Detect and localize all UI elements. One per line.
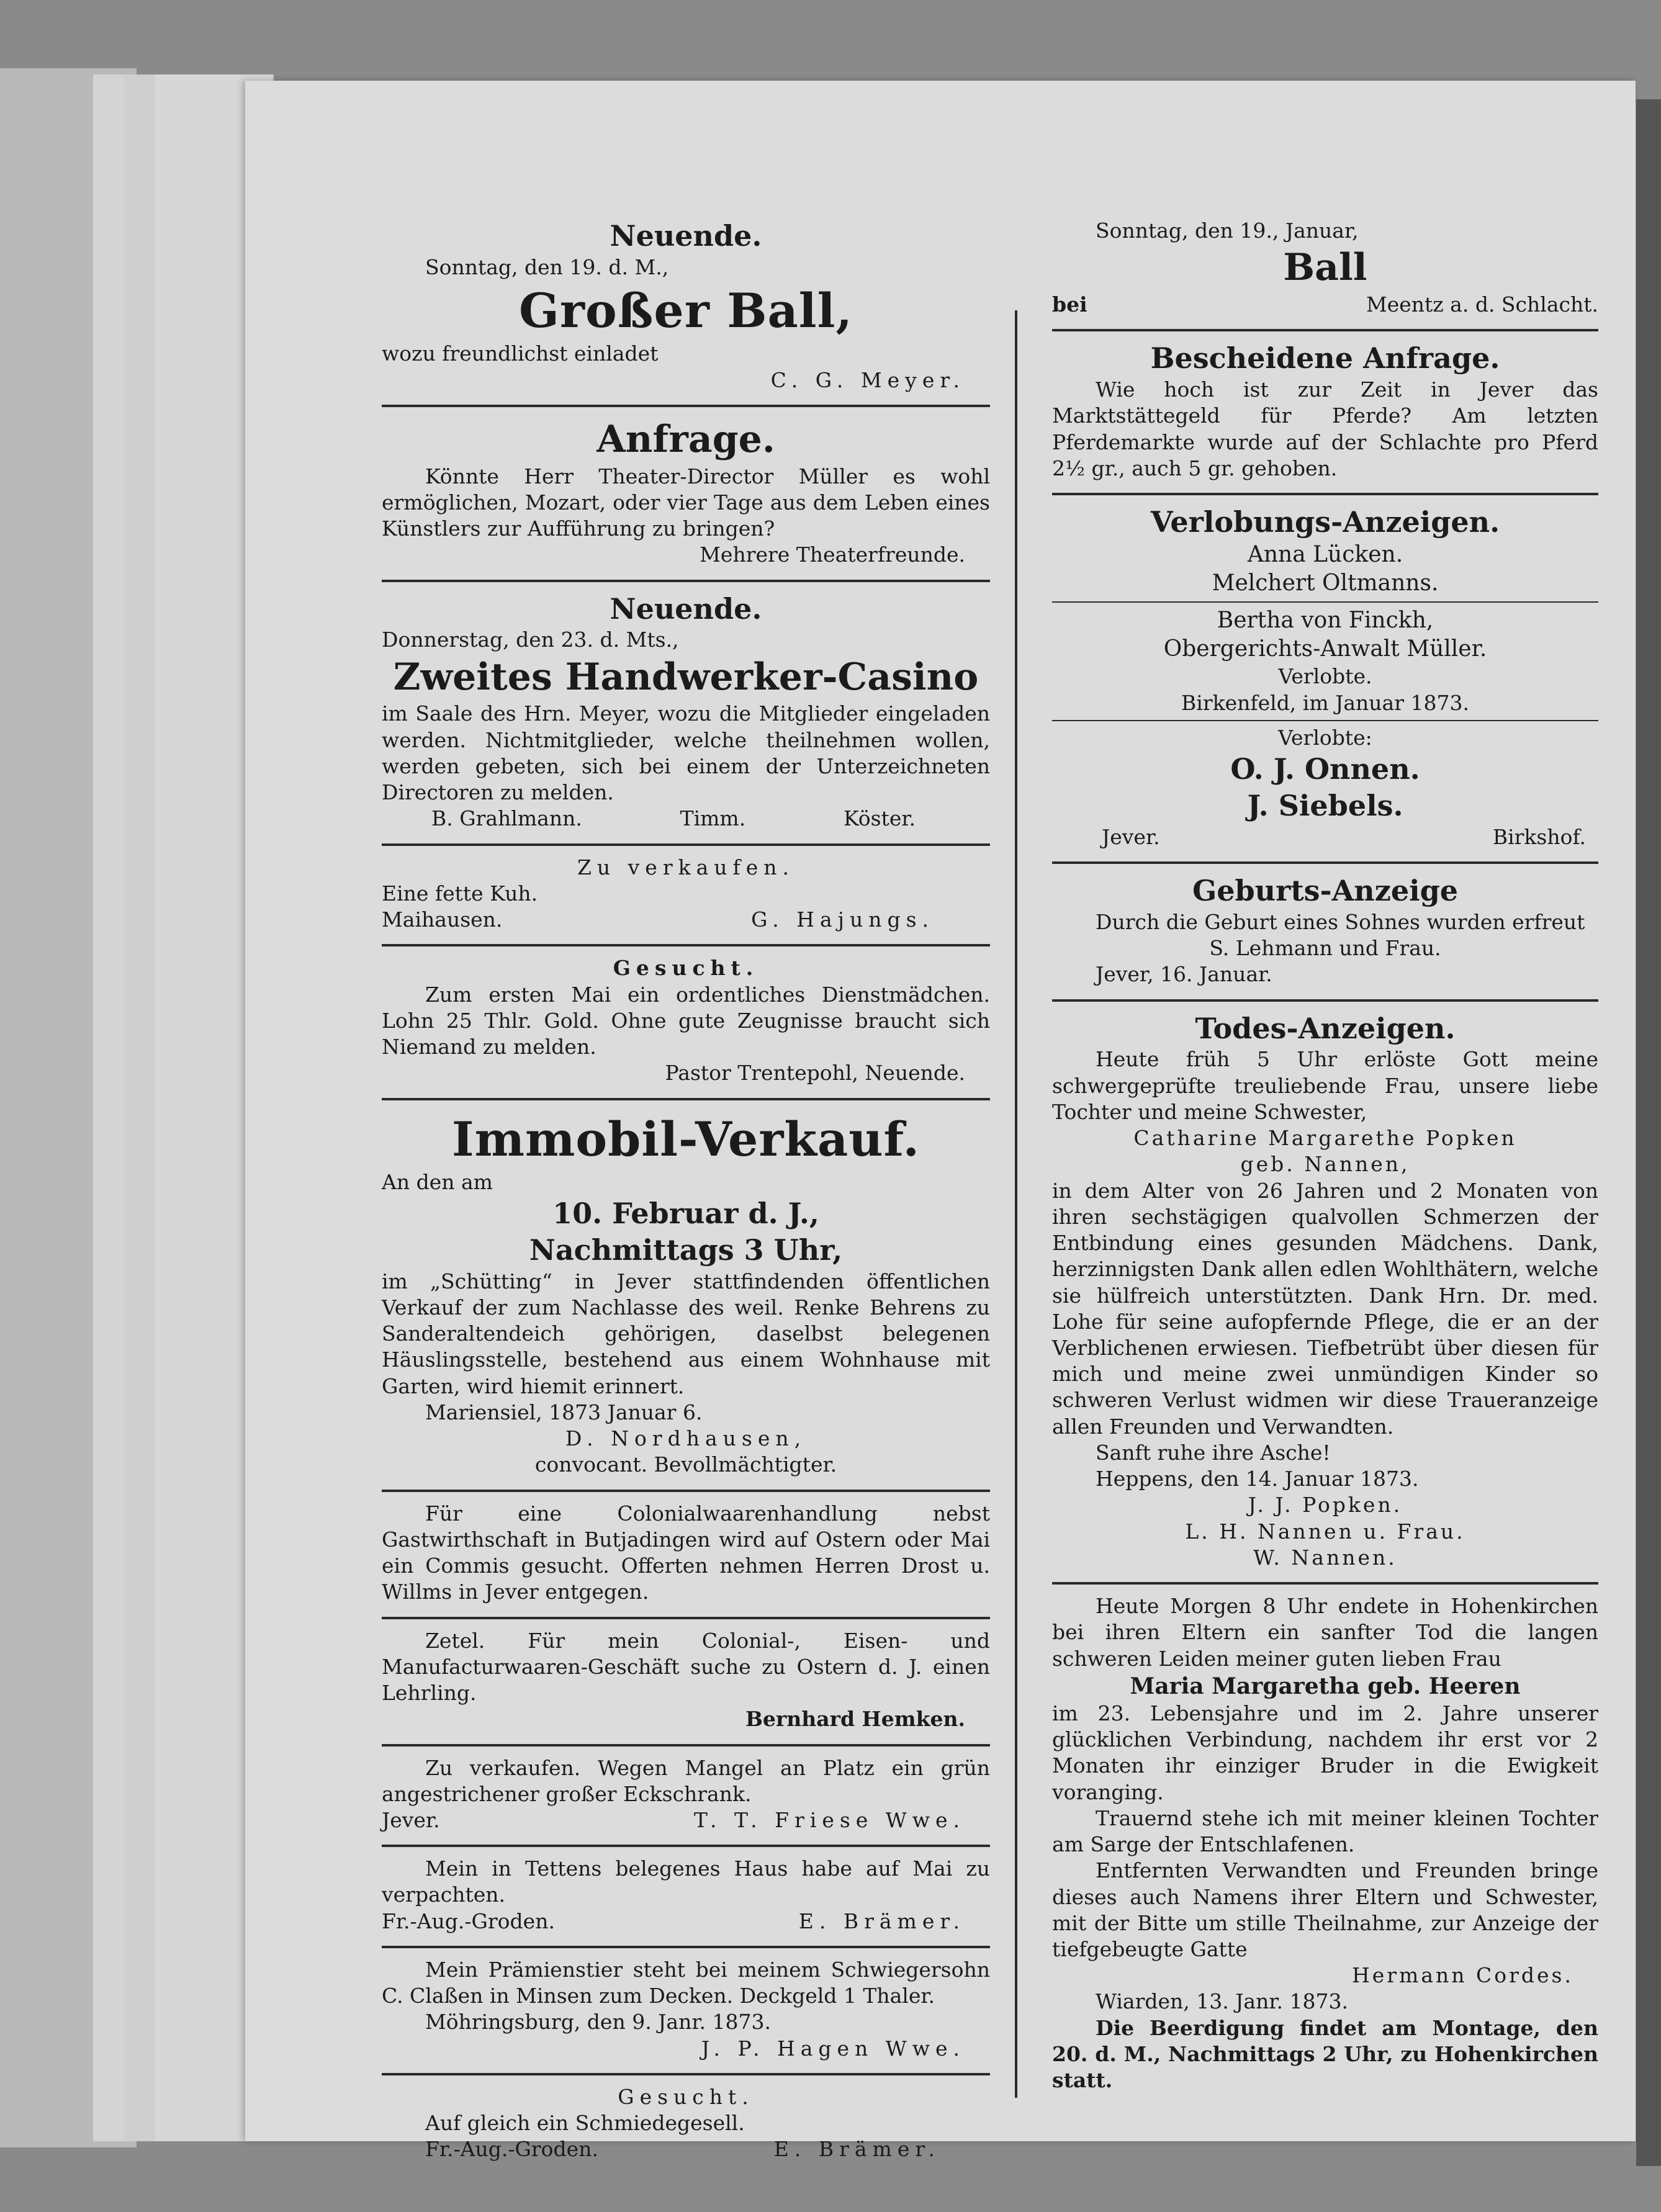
ad-commis-gesucht xyxy=(382,1497,990,1612)
right-column xyxy=(1052,214,1598,2100)
ad-gesucht-dienstmaedchen xyxy=(382,951,990,1092)
divider xyxy=(382,843,990,846)
ad-place: Neuende. xyxy=(610,219,762,253)
ad-text: im Saale des Hrn. Meyer, wozu die Mitglieder eingeladen werden. Nichtmitglieder, welche theilnehmen wollen, werden gebeten, sich bei einem der Unterzeichneten Directoren zu melden. xyxy=(382,701,990,805)
ad-prefix: bei xyxy=(1052,292,1087,317)
ad-place: Jever. xyxy=(382,1808,440,1832)
ad-title: Verlobungs-Anzeigen. xyxy=(1150,505,1500,539)
divider xyxy=(1052,601,1598,603)
ad-date: 10. Februar d. J., xyxy=(552,1197,819,1231)
ad-bescheidene-anfrage xyxy=(1052,336,1598,488)
book-edge-right xyxy=(1636,99,1661,2166)
ad-date: Sonntag, den 19. d. M., xyxy=(425,254,669,279)
ad-text: Wie hoch ist zur Zeit in Jever das Marktstättegeld für Pferde? Am letzten Pferdemarkte wurde auf der Schlachte pro Pferd 2½ gr., auch 5 gr. gehoben. xyxy=(1052,377,1598,480)
divider xyxy=(1052,329,1598,331)
divider xyxy=(382,580,990,582)
ad-signer: Hermann Cordes. xyxy=(1351,1963,1573,1988)
ad-signers xyxy=(382,806,990,832)
ad-date: Sonntag, den 19., Januar, xyxy=(1096,218,1359,243)
ad-signer: E. Brämer. xyxy=(798,1909,965,1933)
ad-text: im „Schütting“ in Jever stattfindenden öffentlichen Verkauf der zum Nachlasse des weil. Renke Behrens zu Sanderaltendeich gehörigen, daselbst belegenen Häuslingsstelle, bestehend aus einem Wohnhause mit Garten, wird hiemit erinnert. xyxy=(382,1269,990,1398)
ad-schmiedegesell xyxy=(382,2080,990,2169)
ad-signer: B. Grahlmann. xyxy=(431,806,582,831)
ad-immobil-verkauf xyxy=(382,1105,990,1485)
ad-footer xyxy=(1052,824,1598,850)
ad-signer: L. H. Nannen u. Frau. xyxy=(1185,1519,1465,1544)
ad-signer: W. Nannen. xyxy=(1253,1545,1397,1570)
ad-name: Bertha von Finckh, xyxy=(1217,608,1434,634)
ad-anfrage xyxy=(382,412,990,575)
ad-title: Geburts-Anzeige xyxy=(1192,873,1459,907)
divider xyxy=(1052,493,1598,495)
ad-title: Gesucht. xyxy=(613,956,759,981)
ad-text: Für eine Colonialwaarenhandlung nebst Gastwirthschaft in Butjadingen wird auf Ostern oder Mai ein Commis gesucht. Offerten nehmen Herren Drost u. Willms in Jever entgegen. xyxy=(382,1501,990,1604)
ad-lehrling xyxy=(382,1624,990,1739)
ad-todes-anzeige-popken xyxy=(1052,1007,1598,1578)
column-divider xyxy=(1015,310,1017,2098)
ad-dateline: Wiarden, 13. Janr. 1873. xyxy=(1096,1989,1348,2014)
ad-text: Zum ersten Mai ein ordentliches Dienstmädchen. Lohn 25 Thlr. Gold. Ohne gute Zeugnisse braucht sich Niemand zu melden. xyxy=(382,982,990,1059)
ad-label: Verlobte: xyxy=(1278,725,1372,750)
divider xyxy=(1052,720,1598,721)
divider xyxy=(382,1098,990,1100)
ad-text: im 23. Lebensjahre und im 2. Jahre unserer glücklichen Verbindung, nachdem ihr erst vor 2 Monaten ihr einziger Bruder in die Ewigkeit voranging. xyxy=(1052,1701,1598,1804)
ad-signer: Mehrere Theaterfreunde. xyxy=(700,542,965,567)
ad-title: Zu verkaufen. xyxy=(577,855,795,879)
ad-text: Heute Morgen 8 Uhr endete in Hohenkirchen bei ihren Eltern ein sanfter Tod die langen schweren Leiden meiner guten lieben Frau xyxy=(1052,1594,1598,1671)
ad-footer xyxy=(382,2136,990,2162)
ad-eckschrank xyxy=(382,1751,990,1840)
ad-signer: Köster. xyxy=(843,806,916,831)
ad-ball-meentz xyxy=(1052,214,1598,324)
divider xyxy=(382,1946,990,1948)
divider xyxy=(382,1490,990,1492)
ad-dateline: Mariensiel, 1873 Januar 6. xyxy=(425,1400,703,1424)
ad-place: Fr.-Aug.-Groden. xyxy=(382,1909,555,1933)
ad-place: Maihausen. xyxy=(382,907,503,932)
ad-verlobungs-anzeigen xyxy=(1052,500,1598,856)
ad-text: Trauernd stehe ich mit meiner kleinen Tochter am Sarge der Entschlafenen. xyxy=(1052,1805,1598,1857)
ad-signer: G. Hajungs. xyxy=(751,907,934,932)
ad-place: Neuende. xyxy=(610,591,762,626)
ad-signer-role: convocant. Bevollmächtigter. xyxy=(534,1452,837,1477)
divider xyxy=(382,1617,990,1619)
newspaper-page xyxy=(245,81,1636,2162)
ad-signer: E. Brämer. xyxy=(773,2137,940,2162)
ad-title: Zweites Handwerker-Casino xyxy=(393,655,979,699)
ad-dateline: Jever, 16. Januar. xyxy=(1096,962,1272,987)
ad-title: Gesucht. xyxy=(618,2084,754,2109)
ad-name: Melchert Oltmanns. xyxy=(1212,570,1439,596)
ad-footer xyxy=(382,907,990,933)
ad-praemienstier xyxy=(382,1953,990,2068)
ad-title: Großer Ball, xyxy=(519,283,853,339)
ad-text: Sanft ruhe ihre Asche! xyxy=(1096,1440,1331,1465)
ad-name: J. Siebels. xyxy=(1247,788,1403,822)
ad-signer: D. Nordhausen, xyxy=(565,1426,807,1451)
ad-geburts-anzeige xyxy=(1052,869,1598,994)
ad-title: Todes-Anzeigen. xyxy=(1195,1011,1456,1045)
ad-born: geb. Nannen, xyxy=(1240,1152,1410,1177)
ad-place: Jever. xyxy=(1102,824,1160,849)
ad-place: Fr.-Aug.-Groden. xyxy=(425,2137,598,2162)
ad-time: Nachmittags 3 Uhr, xyxy=(529,1233,843,1267)
ad-text: wozu freundlichst einladet xyxy=(382,341,659,366)
ad-text: Zu verkaufen. Wegen Mangel an Platz ein grün angestrichener großer Eckschrank. xyxy=(382,1755,990,1806)
ad-signer: Meentz a. d. Schlacht. xyxy=(1366,292,1598,317)
ad-dateline: Möhringsburg, den 9. Janr. 1873. xyxy=(425,2010,771,2034)
ad-dateline: Heppens, den 14. Januar 1873. xyxy=(1096,1467,1419,1491)
divider xyxy=(1052,999,1598,1002)
divider xyxy=(382,1845,990,1847)
ad-date: Donnerstag, den 23. d. Mts., xyxy=(382,627,679,652)
ad-title: Anfrage. xyxy=(596,417,775,461)
ad-signer: Pastor Trentepohl, Neuende. xyxy=(665,1061,965,1086)
ad-title: Bescheidene Anfrage. xyxy=(1150,341,1500,375)
ad-title: Immobil-Verkauf. xyxy=(452,1111,920,1167)
ad-text: Durch die Geburt eines Sohnes wurden erfreut xyxy=(1096,909,1585,934)
divider xyxy=(1052,1582,1598,1585)
ad-name: Maria Margaretha geb. Heeren xyxy=(1130,1673,1521,1699)
ad-signer: T. T. Friese Wwe. xyxy=(693,1808,965,1832)
ad-name: Obergerichts-Anwalt Müller. xyxy=(1163,636,1487,662)
ad-zu-verkaufen-kuh xyxy=(382,851,990,940)
ad-text: Zetel. Für mein Colonial-, Eisen- und Manufacturwaaren-Geschäft suche zu Ostern d. J. einen Lehrling. xyxy=(382,1628,990,1706)
ad-name: Catharine Margarethe Popken xyxy=(1133,1126,1517,1151)
ad-signer: S. Lehmann und Frau. xyxy=(1209,936,1441,961)
ad-text: Mein Prämienstier steht bei meinem Schwiegersohn C. Claßen in Minsen zum Decken. Deckgeld 1 Thaler. xyxy=(382,1957,990,2008)
ad-haus-verpachten xyxy=(382,1852,990,1941)
ad-text: Auf gleich ein Schmiedegesell. xyxy=(425,2111,745,2136)
ad-text: Könnte Herr Theater-Director Müller es wohl ermöglichen, Mozart, oder vier Tage aus dem Leben eines Künstlers zur Aufführung zu bringen? xyxy=(382,464,990,541)
ad-todes-anzeige-cordes xyxy=(1052,1589,1598,2100)
ad-name: O. J. Onnen. xyxy=(1230,752,1420,786)
ad-text: in dem Alter von 26 Jahren und 2 Monaten von ihren sechstägigen qualvollen Schmerzen der Entbindung eines gesunden Mädchens. Dank, herzinnigsten Dank allen edlen Wohlthätern, welche sie hülfreich unterstützten. Dank Hrn. Dr. med. Lohe für seine aufopfernde Pflege, die er an der Verblichenen erwiesen. Tiefbetrübt über diesen für mich und meine zwei unmündigen Kinder so schweren Verlust widmen wir diese Traueranzeige allen Freunden und Verwandten. xyxy=(1052,1178,1598,1439)
divider xyxy=(382,405,990,407)
ad-text: Eine fette Kuh. xyxy=(382,881,538,906)
ad-signer: J. P. Hagen Wwe. xyxy=(701,2036,965,2061)
ad-text: Heute früh 5 Uhr erlöste Gott meine schwergeprüfte treuliebende Frau, unsere liebe Tochter und meine Schwester, xyxy=(1052,1047,1598,1124)
divider xyxy=(1052,861,1598,864)
ad-footer xyxy=(382,1909,990,1935)
ad-text: Mein in Tettens belegenes Haus habe auf Mai zu verpachten. xyxy=(382,1856,990,1907)
ad-signer: Bernhard Hemken. xyxy=(745,1707,965,1732)
left-column xyxy=(382,214,990,2169)
ad-footer xyxy=(382,1807,990,1833)
ad-grosser-ball xyxy=(382,214,990,400)
ad-signer: C. G. Meyer. xyxy=(770,367,965,392)
ad-text: Die Beerdigung findet am Montage, den 20. d. M., Nachmittags 2 Uhr, zu Hohenkirchen statt. xyxy=(1052,2015,1598,2093)
ad-footer xyxy=(1052,292,1598,318)
divider xyxy=(382,2073,990,2075)
ad-text: An den am xyxy=(382,1169,493,1194)
ad-signer: Timm. xyxy=(680,806,746,831)
ad-dateline: Birkenfeld, im Januar 1873. xyxy=(1181,690,1469,715)
divider xyxy=(382,944,990,946)
ad-place: Birkshof. xyxy=(1492,824,1586,849)
ad-name: Anna Lücken. xyxy=(1247,541,1403,567)
ad-text: Entfernten Verwandten und Freunden bringe dieses auch Namens ihrer Eltern und Schwester, mit der Bitte um stille Theilnahme, zur Anzeige der tiefgebeugte Gatte xyxy=(1052,1858,1598,1961)
ad-title: Ball xyxy=(1283,246,1367,290)
ad-label: Verlobte. xyxy=(1278,664,1372,689)
ad-handwerker-casino xyxy=(382,587,990,838)
divider xyxy=(382,1744,990,1747)
ad-signer: J. J. Popken. xyxy=(1248,1493,1403,1517)
